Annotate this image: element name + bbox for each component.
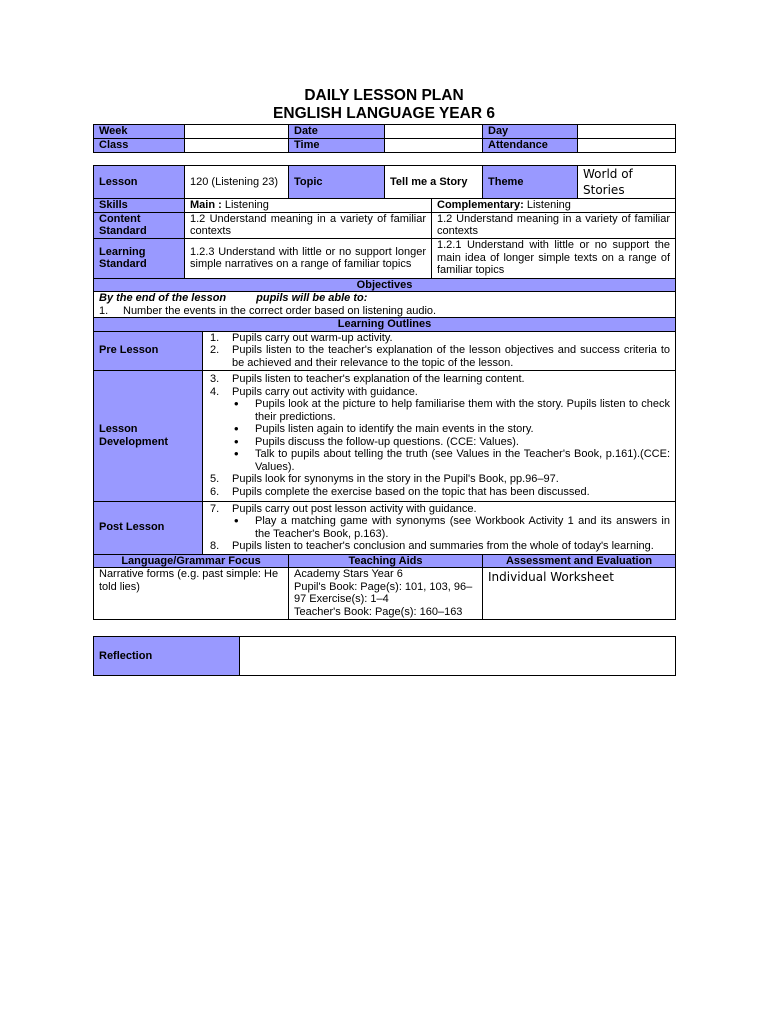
post-lesson-content: [203, 501, 676, 554]
content-standard-complementary: 1.2 Understand meaning in a variety of familiar contexts: [432, 212, 676, 238]
pre-lesson-content: [203, 331, 676, 370]
outline-step-6: 6. Pupils complete the exercise based on the topic that has been discussed.: [210, 485, 590, 498]
time-value[interactable]: [385, 139, 483, 153]
lesson-label: Lesson: [94, 166, 185, 199]
reflection-label: Reflection: [94, 637, 240, 676]
assessment-header: Assessment and Evaluation: [483, 554, 676, 568]
time-label: Time: [289, 139, 385, 153]
lesson-development-content: [203, 370, 676, 501]
outline-bullet: • Pupils look at the picture to help familiarise them with the story. Pupils listen to check their predictions.: [234, 396, 670, 423]
teaching-aids-value: [289, 568, 483, 620]
objective-item: Number the events in the correct order based on listening audio.: [123, 304, 437, 317]
topic-value: Tell me a Story: [385, 166, 483, 199]
learning-outlines-header: Learning Outlines: [94, 318, 676, 332]
content-standard-label: Content Standard: [94, 212, 185, 238]
date-value[interactable]: [385, 125, 483, 139]
week-label: Week: [94, 125, 185, 139]
date-label: Date: [289, 125, 385, 139]
reflection-table: [93, 636, 676, 676]
learning-standard-label: Learning Standard: [94, 238, 185, 278]
reflection-value[interactable]: [240, 637, 676, 676]
lesson-development-label: Lesson Development: [94, 370, 203, 501]
pre-lesson-label: Pre Lesson: [94, 331, 203, 370]
attendance-label: Attendance: [483, 139, 578, 153]
class-label: Class: [94, 139, 185, 153]
teaching-aid-teachers-book: Teacher's Book: Page(s): 160–163: [294, 605, 463, 618]
outline-step-7: 7. Pupils carry out post lesson activity with guidance.: [210, 502, 477, 515]
outline-step-4: 4. Pupils carry out activity with guidance.: [210, 385, 418, 398]
outline-step-3: 3. Pupils listen to teacher's explanation of the learning content.: [210, 373, 525, 385]
objectives-body: [94, 292, 676, 318]
theme-value: World of Stories: [578, 166, 676, 199]
learning-standard-complementary: 1.2.1 Understand with little or no support the main idea of longer simple texts on a range of familiar topics: [432, 238, 676, 278]
grammar-focus-header: Language/Grammar Focus: [94, 554, 289, 568]
lesson-value: 120 (Listening 23): [185, 166, 289, 199]
page-subtitle: ENGLISH LANGUAGE YEAR 6: [273, 105, 495, 122]
outline-step-1: 1. Pupils carry out warm-up activity.: [210, 331, 393, 344]
lesson-table: [93, 165, 676, 620]
class-value[interactable]: [185, 139, 289, 153]
teaching-aids-header: Teaching Aids: [289, 554, 483, 568]
week-value[interactable]: [185, 125, 289, 139]
outline-step-5: 5. Pupils look for synonyms in the story in the Pupil's Book, pp.96–97.: [210, 473, 559, 485]
objective-number: 1.: [99, 304, 109, 317]
outline-bullet: • Pupils listen again to identify the main events in the story.: [234, 421, 534, 436]
day-value[interactable]: [578, 125, 676, 139]
outline-step-2: 2. Pupils listen to the teacher's explanation of the lesson objectives and success criteria to be achieved and their relevance to the topic of the lesson.: [210, 344, 670, 369]
theme-label: Theme: [483, 166, 578, 199]
objectives-intro-b: pupils will be able to:: [256, 292, 368, 304]
attendance-value[interactable]: [578, 139, 676, 153]
topic-label: Topic: [289, 166, 385, 199]
assessment-value: Individual Worksheet: [483, 568, 676, 620]
objectives-header: Objectives: [94, 278, 676, 292]
day-label: Day: [483, 125, 578, 139]
teaching-aid-pupils-book: Pupil's Book: Page(s): 101, 103, 96–97 Exercise(s): 1–4: [294, 580, 473, 605]
outline-bullet: • Talk to pupils about telling the truth (see Values in the Teacher's Book, p.161).(CCE: Values).: [234, 446, 670, 473]
skills-complementary: Complementary: Listening: [432, 199, 676, 213]
outline-bullet: • Play a matching game with synonyms (see Workbook Activity 1 and its answers in the Teacher's Book, p.163).: [234, 513, 670, 540]
grammar-focus-value: Narrative forms (e.g. past simple: He told lies): [94, 568, 289, 620]
outline-step-8: 8. Pupils listen to teacher's conclusion and summaries from the whole of today's learning.: [210, 540, 654, 552]
outline-bullet: • Pupils discuss the follow-up questions. (CCE: Values).: [234, 433, 519, 449]
post-lesson-label: Post Lesson: [94, 501, 203, 554]
page-title: DAILY LESSON PLAN: [304, 87, 464, 104]
skills-main: Main : Listening: [185, 199, 432, 213]
learning-standard-main: 1.2.3 Understand with little or no support longer simple narratives on a range of familiar topics: [185, 238, 432, 278]
skills-label: Skills: [94, 199, 185, 213]
teaching-aid-book: Academy Stars Year 6: [294, 568, 403, 580]
objectives-intro-a: By the end of the lesson: [99, 292, 227, 304]
info-table: [93, 124, 676, 153]
content-standard-main: 1.2 Understand meaning in a variety of familiar contexts: [185, 212, 432, 238]
